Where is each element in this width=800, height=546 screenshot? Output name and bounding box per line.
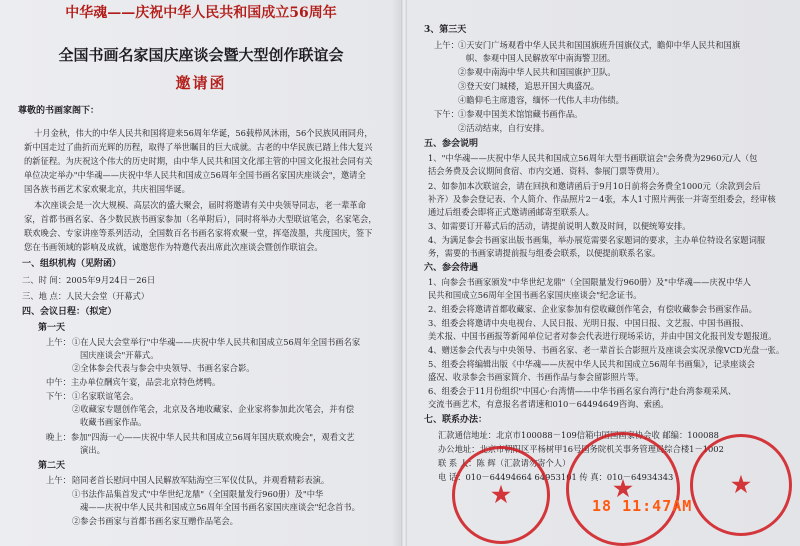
section-schedule: 四、会议日程：（拟定） xyxy=(22,307,117,317)
day2-am-label: 上午： xyxy=(46,475,71,485)
intro-line: 单位决定举办"中华魂——庆祝中华人民共和国成立56周年全国书画名家国庆座谈会"，邀请全 xyxy=(24,170,366,180)
day3-label: 3、第三天 xyxy=(424,25,467,35)
section5-line: 括会务费及会议期间食宿、市内交通、资料、参展门票等费用）。 xyxy=(428,166,665,176)
star-icon: ★ xyxy=(731,472,751,498)
day3-pm-line: ①参观中国美术馆馆藏书画作品。 xyxy=(458,109,583,119)
day2-am-line: ②参会书画家与首都书画名家互赠作品笔会。 xyxy=(72,516,238,526)
section-org: 一、组织机构（见附函） xyxy=(22,259,122,269)
day1-pm-line: ①名家联谊笔会。 xyxy=(72,391,139,401)
contact-mail: 汇款通信地址：北京市100088－109信箱中国国画家协会收 邮编：100088 xyxy=(438,430,719,440)
section5-title: 五、参会说明 xyxy=(424,139,479,149)
section5-line: 通过后组委会即将正式邀请函邮寄至联系人。 xyxy=(428,207,594,217)
section6-line: 1、向参会书画家颁发"中华世纪龙鼎"（全国限量发行960册）及"中华魂——庆祝中华人 xyxy=(428,277,751,287)
day3-am-line: ②参观中南海中华人民共和国国旗护卫队。 xyxy=(458,67,616,77)
contact-person: 联 系 人：陈 辉（汇款请勿寄个人） xyxy=(438,458,571,468)
day3-pm-line: ②活动结束，自行安排。 xyxy=(458,123,550,133)
section6-line: 3、组委会将邀请中央电视台、人民日报、光明日报、中国日报、文艺报、中国书画报、 xyxy=(428,318,749,328)
section6-line: 交流书画艺术，有意报名者请速和010－64494649咨询、索函。 xyxy=(428,399,669,409)
day2-am-line: 魂——庆祝中华人民共和国成立56周年全国书画名家国庆座谈会"纪念首书。 xyxy=(80,502,360,512)
section5-line: 2、如参加本次联谊会，请在回执和邀请函后于9月10日前将会务费全1000元（余款到会后 xyxy=(428,181,761,191)
day1-am-line: ②全体参会代表与参会中央领导、书画名家合影。 xyxy=(72,363,255,373)
day3-am-line: ④瞻仰毛主席遗容，缅怀一代伟人丰功伟绩。 xyxy=(458,95,624,105)
day1-am-line: ①在人民大会堂举行"中华魂——庆祝中华人民共和国成立56周年全国书画名家 xyxy=(72,337,361,347)
day1-pm-line: ②收藏家专题创作笔会，北京及各地收藏家、企业家将参加此次笔会，并有偿 xyxy=(72,404,355,414)
day1-noon: 中午：主办单位酬宾午宴，品尝北京特色烤鸭。 xyxy=(46,377,221,387)
star-icon: ★ xyxy=(491,482,511,508)
day1-am-label: 上午： xyxy=(46,337,71,347)
intro-line: 联欢晚会、专家讲座等系列活动，全国数百名书画名家将欢聚一堂，挥毫泼墨，共度国庆，签下 xyxy=(24,228,373,238)
section5-line: 务，需要的书画家请提前报与组委会联系，以便提前联系名家。 xyxy=(428,248,661,258)
day3-am-line: 帜、参观中国人民解放军中南海警卫团。 xyxy=(466,53,616,63)
day3-am-line: ③登天安门城楼，追思开国大典盛况。 xyxy=(458,81,600,91)
contact-phone: 电 话：010－64494664 64953101 传 真：010－64934343 xyxy=(438,472,674,482)
intro-line: 的新征程。为庆祝这个伟大的历史时期，由中华人民共和国文化部主管的中国文化报社会同有关 xyxy=(24,156,373,166)
section-place: 三、地 点：人民大会堂（开幕式） xyxy=(22,291,150,301)
section6-line: 2、组委会将邀请首都收藏家、企业家参加有偿收藏创作笔会，有偿收藏参会书画家作品。 xyxy=(428,304,757,314)
day1-pm-label: 下午： xyxy=(46,391,71,401)
title-line1: 中华魂——庆祝中华人民共和国成立56周年 xyxy=(65,5,337,21)
title-line2: 全国书画名家国庆座谈会暨大型创作联谊会 xyxy=(58,46,344,64)
section6-line: 美术报、中国书画报等新闻单位记者对参会代表进行现场采访，并由中国文化报刊发专题报道。 xyxy=(428,331,777,341)
camera-date-stamp: 18 11:47AM xyxy=(592,497,693,515)
day2-am-line: 陪同老首长慰问中国人民解放军陆海空三军仪仗队，并观看精彩表演。 xyxy=(72,475,330,485)
day3-pm-label: 下午： xyxy=(434,109,459,119)
section6-line: 民共和国成立56周年全国书画名家国庆座谈会"纪念证书。 xyxy=(428,290,642,300)
seal-red-stamp-2 xyxy=(566,432,680,546)
seal-red-stamp-1 xyxy=(452,446,550,544)
day1-eve-line: 晚上：参加"四海一心——庆祝中华人民共和国成立56周年国庆联欢晚会"，观看文艺 xyxy=(46,432,355,442)
day2-label: 第二天 xyxy=(38,461,66,471)
section5-line: 补齐）及参会登记表、个人简介、作品照片2－4张，本人1寸照片两张一并寄至组委会，经审核 xyxy=(428,194,776,204)
day1-label: 第一天 xyxy=(38,323,66,333)
section6-line: 5、组委会将编辑出版《中华魂——庆祝中华人民共和国成立56周年书画集》，记录座谈会 xyxy=(428,359,755,369)
intro-line: 家，首都书画名家、各少数民族书画家参加（名单附后），同时将举办大型联谊笔会，名家笔会， xyxy=(24,214,377,224)
intro-line: 本次座谈会是一次大规模、高层次的盛大聚会，届时将邀请有关中央领导同志，老一辈革命 xyxy=(34,200,366,210)
section5-line: 4、为满足参会书画家出版书画集，举办展览需要名家题词的要求，主办单位特设名家题词服 xyxy=(428,235,766,245)
day2-am-line: ①书法作品集首发式"中华世纪龙鼎"（全国限量发行960册）及"中华 xyxy=(72,489,324,499)
day1-eve-line: 演出。 xyxy=(80,445,105,455)
intro-line: 新中国走过了曲折而光辉的历程，取得了举世瞩目的巨大成就。古老的中华民族已踏上伟大复兴 xyxy=(24,142,373,152)
day3-am-line: ①天安门广场观看中华人民共和国国旗班升国旗仪式，瞻仰中华人民共和国旗 xyxy=(458,40,741,50)
section5-line: 3、如需要订开幕式后的活动，请提前说明人数及时间，以便统筹安排。 xyxy=(428,221,691,231)
day3-am-label: 上午： xyxy=(434,40,459,50)
section6-line: 6、组委会于11月份组织"中国心·台湾情——中华书画名家台湾行"赴台湾参观采风、 xyxy=(428,386,737,396)
title-line3: 邀请函 xyxy=(175,74,227,92)
section7-title: 七、联系办法： xyxy=(424,415,488,425)
section5-line: 1、"中华魂——庆祝中华人民共和国成立56周年大型书画联谊会"会务费为2960元/人（包 xyxy=(428,153,758,163)
day1-pm-line: 收藏书画家作品。 xyxy=(80,417,147,427)
intro-line: 您在书画领域的影响及成就，诚邀您作为特邀代表出席此次座谈会暨创作联谊会。 xyxy=(24,242,323,252)
seal-red-stamp-3 xyxy=(690,434,792,536)
star-icon: ★ xyxy=(613,476,633,502)
intro-line: 十月金秋，伟大的中华人民共和国将迎来56周年华诞，56载栉风沐雨，56个民族风雨同舟， xyxy=(34,128,373,138)
section6-line: 4、赠送参会代表与中央领导、书画名家、老一辈首长合影照片及座谈会实况录像VCD光盘一张。 xyxy=(428,345,785,355)
section-time: 二、时 间：2005年9月24日－26日 xyxy=(22,275,156,285)
section6-title: 六、参会待遇 xyxy=(424,263,479,273)
contact-office: 办公地址：北京市朝阳区平杨树甲16号国务院机关事务管理局综合楼1－1002 xyxy=(438,444,724,454)
day1-am-line: 国庆座谈会"开幕式。 xyxy=(80,350,159,360)
salutation: 尊敬的书画家阁下： xyxy=(18,106,100,116)
section6-line: 盛况、收录参会书画家简介、书画作品与参会留影照片等。 xyxy=(428,372,644,382)
intro-line: 国各族书画艺术家欢聚北京，共庆祖国华诞。 xyxy=(24,184,190,194)
